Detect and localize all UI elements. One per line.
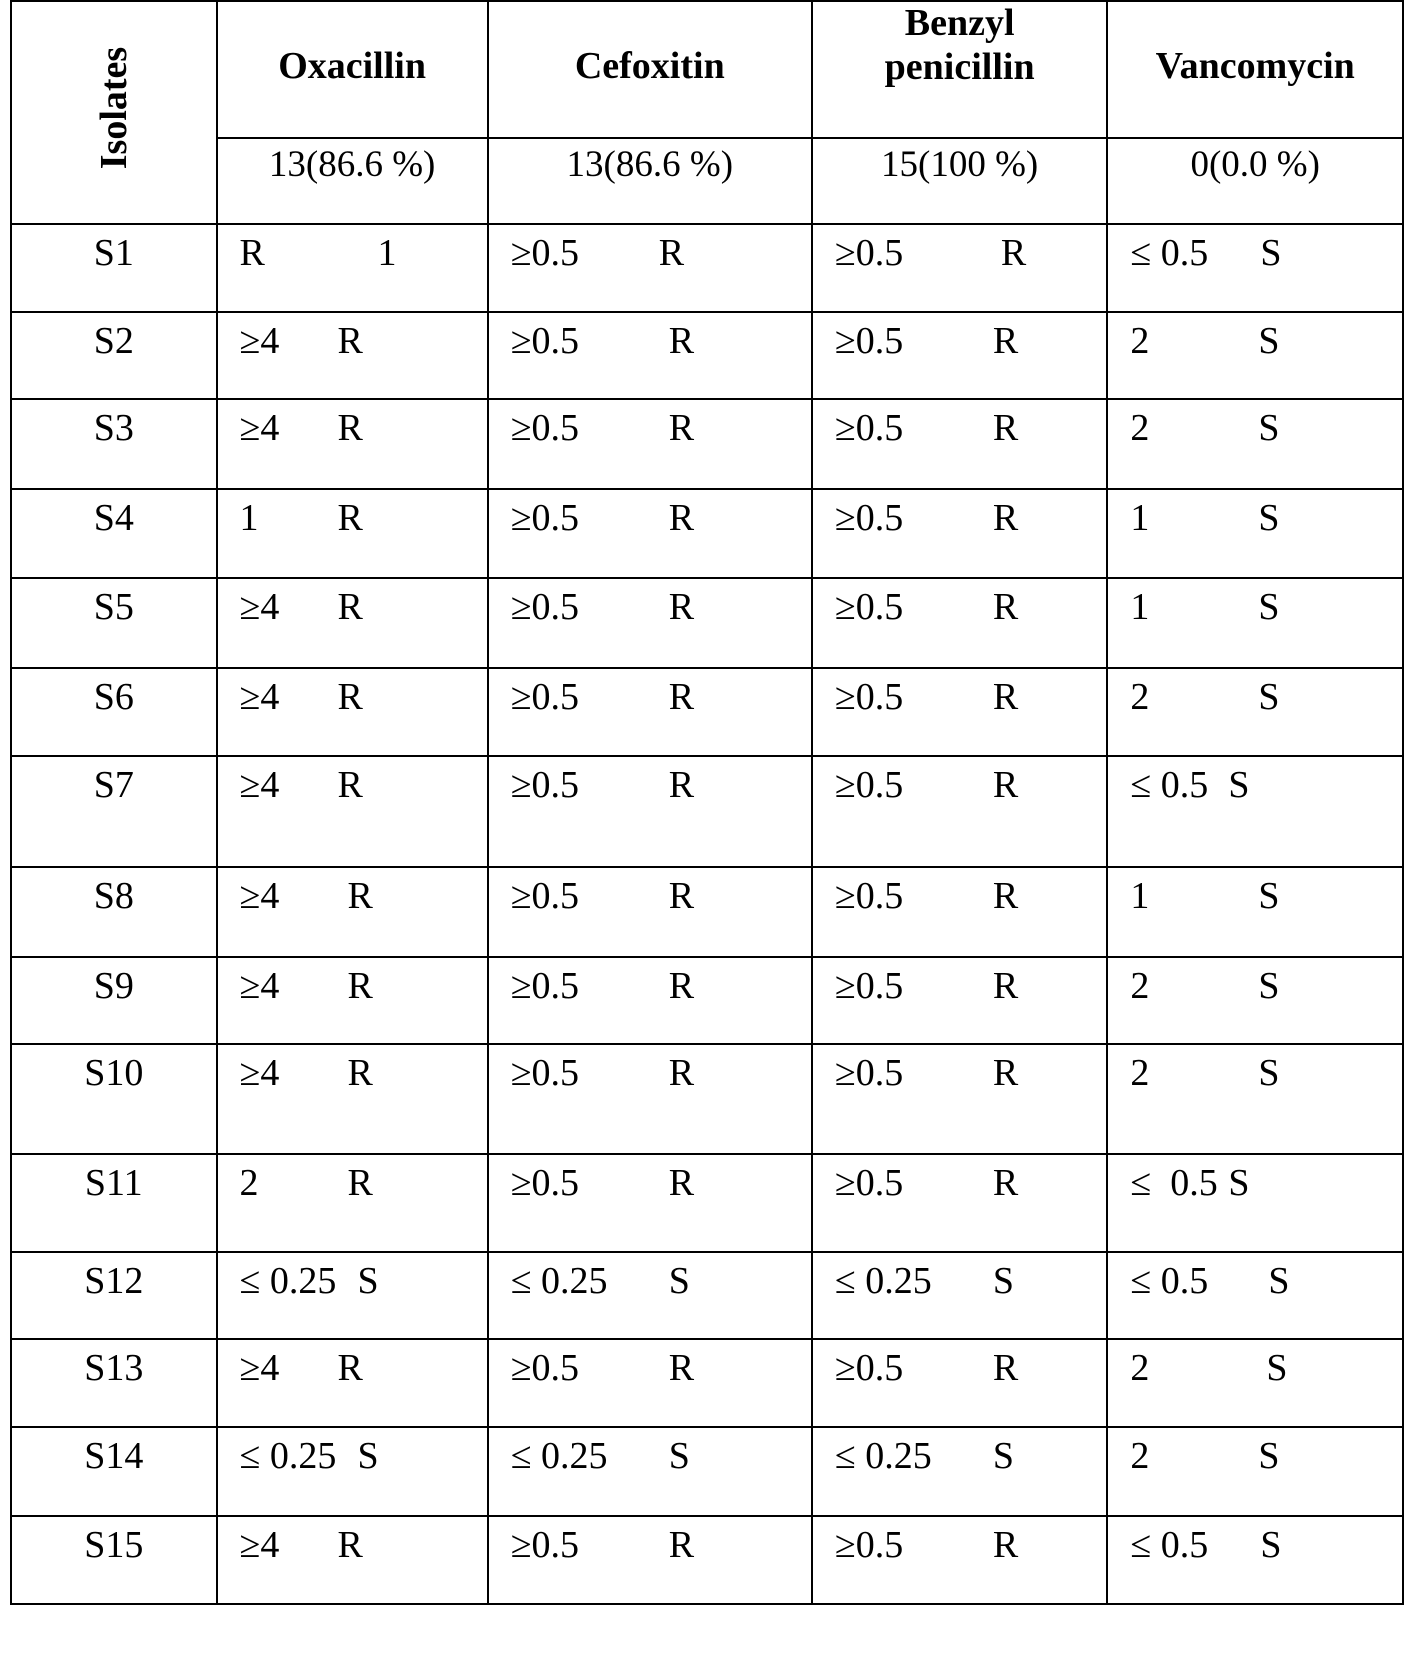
mic-value: ≥0.5: [834, 1524, 904, 1566]
drug-name-line2: penicillin: [884, 45, 1035, 88]
interpretation: S: [1258, 497, 1280, 539]
mic-value: ≥0.5: [834, 1162, 904, 1204]
mic-cell: [1107, 1154, 1403, 1252]
table-row: [11, 1339, 1403, 1427]
interpretation: R: [992, 320, 1019, 362]
interpretation: R: [658, 232, 685, 274]
mic-cell: [1107, 399, 1403, 489]
mic-cell: [812, 489, 1108, 578]
interpretation: R: [337, 497, 363, 539]
table-body: [11, 224, 1403, 1604]
interpretation: S: [1228, 1162, 1250, 1204]
table-row: [11, 756, 1403, 867]
interpretation: R: [668, 1162, 695, 1204]
isolate-id: S9: [11, 957, 217, 1044]
mic-cell: [217, 399, 488, 489]
interpretation: R: [337, 1524, 363, 1566]
mic-cell: [488, 1339, 812, 1427]
interpretation: R: [668, 320, 695, 362]
mic-value: ≤ 0.5: [1130, 1524, 1209, 1566]
interpretation: R: [668, 875, 695, 917]
interpretation: R: [992, 1052, 1019, 1094]
header-row-resistance: [11, 138, 1403, 224]
interpretation: R: [668, 586, 695, 628]
mic-value: ≥0.5: [834, 497, 904, 539]
mic-cell: [1107, 224, 1403, 312]
mic-value: ≥4: [239, 1347, 280, 1389]
table-row: [11, 1427, 1403, 1516]
mic-cell: [488, 489, 812, 578]
mic-value: ≤ 0.5: [1130, 1260, 1209, 1302]
interpretation: S: [1258, 407, 1280, 449]
interpretation: S: [1260, 232, 1282, 274]
table-row: [11, 578, 1403, 668]
interpretation: S: [668, 1260, 690, 1302]
mic-value: ≥0.5: [834, 232, 904, 274]
isolate-id: S1: [11, 224, 217, 312]
interpretation: R: [668, 676, 695, 718]
mic-cell: [488, 1252, 812, 1339]
mic-cell: [488, 1516, 812, 1604]
drug-name: Cefoxitin: [574, 44, 725, 87]
drug-name: Vancomycin: [1155, 44, 1355, 87]
interpretation: R: [337, 586, 363, 628]
interpretation: S: [1228, 764, 1250, 806]
table-row: [11, 312, 1403, 399]
mic-value: ≥0.5: [510, 497, 580, 539]
mic-value: ≥0.5: [834, 407, 904, 449]
table-row: [11, 1252, 1403, 1339]
interpretation: R: [337, 1347, 363, 1389]
mic-cell: [1107, 1044, 1403, 1154]
mic-value: ≥4: [239, 875, 280, 917]
mic-cell: [217, 224, 488, 312]
interpretation: S: [1258, 965, 1280, 1007]
header-row-drugs: [11, 1, 1403, 138]
interpretation: R: [992, 1524, 1019, 1566]
isolate-id: S6: [11, 668, 217, 756]
mic-value: ≥0.5: [510, 1524, 580, 1566]
mic-value: 2: [1130, 320, 1150, 362]
mic-value: ≥4: [239, 1524, 280, 1566]
table-row: [11, 668, 1403, 756]
mic-value: ≥4: [239, 1052, 280, 1094]
mic-value: 2: [1130, 407, 1150, 449]
mic-cell: [1107, 756, 1403, 867]
mic-cell: [812, 1427, 1108, 1516]
mic-value: ≥0.5: [510, 1052, 580, 1094]
table-row: [11, 224, 1403, 312]
mic-cell: [1107, 668, 1403, 756]
isolate-id: S2: [11, 312, 217, 399]
interpretation: R: [347, 965, 373, 1007]
isolate-id: S10: [11, 1044, 217, 1154]
mic-value: ≥0.5: [834, 320, 904, 362]
interpretation: R: [668, 1524, 695, 1566]
interpretation: R: [992, 965, 1019, 1007]
mic-value: ≥0.5: [834, 965, 904, 1007]
interpretation: S: [992, 1435, 1014, 1477]
mic-cell: [1107, 957, 1403, 1044]
mic-value: ≤ 0.5: [1130, 232, 1209, 274]
mic-cell: [217, 756, 488, 867]
isolate-id: S4: [11, 489, 217, 578]
mic-cell: [217, 957, 488, 1044]
mic-value: ≤ 0.5: [1130, 764, 1209, 806]
mic-value: ≤ 0.25: [834, 1260, 932, 1302]
mic-value: ≥0.5: [510, 232, 580, 274]
mic-cell: [488, 399, 812, 489]
interpretation: S: [357, 1435, 379, 1477]
drug-header-oxacillin: [217, 1, 488, 138]
mic-value: 2: [1130, 1435, 1150, 1477]
mic-cell: [812, 224, 1108, 312]
isolate-id: S11: [11, 1154, 217, 1252]
interpretation: R: [337, 407, 363, 449]
interpretation: R: [992, 875, 1019, 917]
isolate-id: S15: [11, 1516, 217, 1604]
mic-cell: [217, 1252, 488, 1339]
isolate-id: S7: [11, 756, 217, 867]
mic-cell: [812, 1516, 1108, 1604]
mic-cell: [488, 957, 812, 1044]
mic-cell: [1107, 489, 1403, 578]
interpretation: S: [1268, 1260, 1290, 1302]
interpretation: R: [668, 407, 695, 449]
interpretation: S: [1258, 320, 1280, 362]
isolate-id: S5: [11, 578, 217, 668]
mic-cell: [488, 668, 812, 756]
mic-cell: [812, 1154, 1108, 1252]
mic-value: ≤ 0.25: [510, 1435, 608, 1477]
interpretation: R: [668, 1347, 695, 1389]
table-row: [11, 1154, 1403, 1252]
mic-value: ≤ 0.25: [834, 1435, 932, 1477]
mic-cell: [1107, 578, 1403, 668]
mic-cell: [812, 756, 1108, 867]
interpretation: R: [337, 764, 363, 806]
interpretation: R: [992, 1347, 1019, 1389]
mic-value: ≥0.5: [834, 1052, 904, 1094]
isolate-id: S8: [11, 867, 217, 957]
mic-value: 2: [239, 1162, 259, 1204]
mic-value: ≥0.5: [510, 1347, 580, 1389]
interpretation: S: [357, 1260, 379, 1302]
interpretation: S: [1258, 875, 1280, 917]
mic-cell: [488, 867, 812, 957]
mic-value: ≤ 0.25: [239, 1435, 337, 1477]
mic-cell: [812, 578, 1108, 668]
mic-value: ≥0.5: [510, 1162, 580, 1204]
table-row: [11, 957, 1403, 1044]
mic-value: ≥4: [239, 320, 280, 362]
isolate-id: S3: [11, 399, 217, 489]
mic-value: ≥0.5: [510, 764, 580, 806]
mic-cell: [812, 1339, 1108, 1427]
mic-cell: [1107, 1427, 1403, 1516]
table-row: [11, 867, 1403, 957]
mic-cell: [217, 1516, 488, 1604]
mic-value: ≥0.5: [510, 320, 580, 362]
mic-value: ≥0.5: [510, 676, 580, 718]
interpretation: R: [992, 586, 1019, 628]
interpretation: R: [668, 1052, 695, 1094]
drug-header-cefoxitin: [488, 1, 812, 138]
mic-cell: [488, 1427, 812, 1516]
resistance-vancomycin: 0(0.0 %): [1107, 138, 1403, 224]
interpretation: 1: [377, 232, 397, 274]
isolate-id: S12: [11, 1252, 217, 1339]
mic-value: 1: [1130, 586, 1150, 628]
mic-cell: [812, 1044, 1108, 1154]
mic-value: ≤ 0.5: [1130, 1162, 1218, 1204]
mic-value: 2: [1130, 965, 1150, 1007]
isolate-id: S13: [11, 1339, 217, 1427]
interpretation: S: [1258, 1435, 1280, 1477]
table-row: [11, 1516, 1403, 1604]
resistance-cefoxitin: 13(86.6 %): [488, 138, 812, 224]
mic-value: 1: [1130, 875, 1150, 917]
mic-value: ≥4: [239, 407, 280, 449]
mic-cell: [812, 1252, 1108, 1339]
interpretation: R: [347, 1162, 373, 1204]
resistance-benzyl-penicillin: 15(100 %): [812, 138, 1108, 224]
mic-value: ≥0.5: [834, 586, 904, 628]
table-row: [11, 399, 1403, 489]
mic-value: ≥4: [239, 676, 280, 718]
interpretation: S: [668, 1435, 690, 1477]
interpretation: R: [337, 676, 363, 718]
mic-value: ≥0.5: [510, 586, 580, 628]
mic-cell: [217, 1044, 488, 1154]
mic-cell: [812, 668, 1108, 756]
interpretation: S: [1258, 676, 1280, 718]
interpretation: R: [668, 497, 695, 539]
mic-cell: [217, 489, 488, 578]
resistance-oxacillin: 13(86.6 %): [217, 138, 488, 224]
interpretation: R: [992, 676, 1019, 718]
isolates-header-label: Isolates: [92, 46, 135, 170]
drug-name: Oxacillin: [278, 44, 426, 87]
mic-cell: [812, 312, 1108, 399]
mic-cell: [1107, 312, 1403, 399]
drug-header-vancomycin: [1107, 1, 1403, 138]
interpretation: R: [992, 407, 1019, 449]
mic-cell: [1107, 1516, 1403, 1604]
mic-cell: [1107, 1252, 1403, 1339]
mic-cell: [812, 399, 1108, 489]
susceptibility-table: [10, 0, 1404, 1605]
mic-value: 2: [1130, 676, 1150, 718]
isolates-header: [11, 1, 217, 224]
mic-value: ≥0.5: [510, 965, 580, 1007]
mic-value: 1: [1130, 497, 1150, 539]
table-row: [11, 489, 1403, 578]
interpretation: R: [668, 764, 695, 806]
drug-header-benzyl-penicillin: [812, 1, 1108, 138]
mic-cell: [488, 578, 812, 668]
isolate-id: S14: [11, 1427, 217, 1516]
mic-cell: [488, 312, 812, 399]
mic-value: ≥0.5: [834, 764, 904, 806]
interpretation: R: [992, 497, 1019, 539]
mic-value: ≥4: [239, 586, 280, 628]
interpretation: R: [347, 875, 373, 917]
interpretation: R: [992, 764, 1019, 806]
mic-cell: [217, 578, 488, 668]
mic-value: ≥4: [239, 764, 280, 806]
mic-value: 2: [1130, 1052, 1150, 1094]
mic-cell: [812, 957, 1108, 1044]
mic-value: ≥0.5: [834, 676, 904, 718]
interpretation: S: [1266, 1347, 1288, 1389]
mic-value: ≤ 0.25: [510, 1260, 608, 1302]
mic-cell: [217, 312, 488, 399]
mic-cell: [488, 1154, 812, 1252]
interpretation: R: [1000, 232, 1027, 274]
drug-name-line1: Benzyl: [904, 1, 1015, 44]
interpretation: R: [992, 1162, 1019, 1204]
mic-cell: [217, 867, 488, 957]
mic-value: 1: [239, 497, 259, 539]
mic-value: ≥0.5: [510, 407, 580, 449]
mic-cell: [217, 1427, 488, 1516]
mic-cell: [488, 1044, 812, 1154]
interpretation: R: [347, 1052, 373, 1094]
mic-value: ≥4: [239, 965, 280, 1007]
interpretation: S: [992, 1260, 1014, 1302]
table-row: [11, 1044, 1403, 1154]
mic-cell: [1107, 867, 1403, 957]
mic-cell: [217, 1339, 488, 1427]
mic-cell: [217, 1154, 488, 1252]
mic-value: ≥0.5: [834, 875, 904, 917]
interpretation: S: [1260, 1524, 1282, 1566]
mic-value: ≥0.5: [834, 1347, 904, 1389]
mic-cell: [217, 668, 488, 756]
mic-value: R: [239, 232, 265, 274]
interpretation: R: [337, 320, 363, 362]
interpretation: S: [1258, 1052, 1280, 1094]
mic-value: 2: [1130, 1347, 1150, 1389]
mic-value: ≤ 0.25: [239, 1260, 337, 1302]
mic-cell: [1107, 1339, 1403, 1427]
interpretation: R: [668, 965, 695, 1007]
mic-value: ≥0.5: [510, 875, 580, 917]
mic-cell: [488, 756, 812, 867]
mic-cell: [488, 224, 812, 312]
interpretation: S: [1258, 586, 1280, 628]
mic-cell: [812, 867, 1108, 957]
